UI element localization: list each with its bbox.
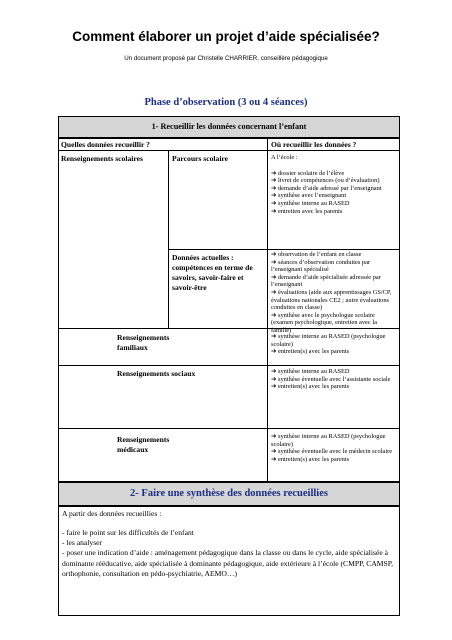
list-item: ➔ demande d’aide spécialisée adressée par l’enseignant	[271, 273, 381, 289]
section2-header: 2- Faire une synthèse des données recueillies	[58, 482, 400, 506]
list-item: ➔ synthèse éventuelle avec l’assistante sociale	[271, 375, 391, 383]
note-intro: A l’école :	[271, 154, 298, 161]
list-item: ➔ séances d’observation conduites par l’enseignant spécialisé	[271, 258, 371, 274]
section2-list	[62, 528, 398, 579]
arrow-icon: ➔	[271, 375, 277, 383]
list-item: ➔ dossier scolaire de l’élève	[271, 169, 345, 177]
arrow-icon: ➔	[271, 333, 277, 340]
row-sub-parcours: Parcours scolaire	[172, 154, 229, 163]
list-donnees-actuelles	[271, 251, 395, 335]
list-item: ➔ évaluations (aide aux apprentissages GS/CP, évaluations nationales CE2 ; autre évaluations conduites en classe)	[271, 288, 392, 312]
list-item: ➔ demande d’aide adressé par l’enseignant	[271, 184, 382, 192]
list-item: ➔ synthèse interne au RASED	[271, 368, 350, 375]
col-right-header: Où recueillir les données ?	[271, 140, 357, 149]
document-title: Comment élaborer un projet d’aide spécialisée?	[72, 29, 380, 44]
list-item: ➔ synthèse interne au RASED (psychologue scolaire)	[271, 433, 386, 448]
arrow-icon: ➔	[271, 192, 277, 200]
arrow-icon: ➔	[271, 273, 277, 281]
row-label-scolaires: Renseignements scolaires	[61, 154, 143, 163]
list-item: ➔ entretien(s) avec les parents	[271, 383, 350, 391]
arrow-icon: ➔	[271, 288, 277, 296]
list-familiaux	[271, 333, 395, 356]
list-item: ➔ synthèse avec le psychologue scolaire (examen psychologique, entretien avec la famille)	[271, 311, 377, 334]
list-item: - poser une indication d’aide : aménagement pédagogique dans la classe ou dans le cycle, aide spécialisée à dominante rééducative, aide spécialisée à dominante pédagogique, aide extérieure à l’école (CMPP, CAMSP, orthophonie, consultation en pédo-psychiatrie, AEMO…)	[62, 548, 394, 578]
row-label-familiaux: Renseignements familiaux	[117, 333, 170, 352]
col-left-header: Quelles données recueillir ?	[61, 140, 150, 149]
list-medicaux	[271, 433, 395, 463]
list-item: - les analyser	[62, 538, 103, 548]
arrow-icon: ➔	[271, 311, 277, 319]
list-item: ➔ synthèse interne au RASED	[271, 199, 350, 207]
document-subtitle: Un document proposé par Christelle CHARRIER, conseillère pédagogique	[124, 55, 328, 62]
list-item: ➔ synthèse interne au RASED (psychologue scolaire)	[271, 333, 386, 348]
arrow-icon: ➔	[271, 169, 277, 177]
arrow-icon: ➔	[271, 368, 277, 375]
list-item: ➔ synthèse éventuelle avec le médecin scolaire	[271, 448, 393, 456]
list-item: ➔ synthèse avec l’enseignant	[271, 192, 347, 200]
row-label-medicaux: Renseignements médicaux	[117, 435, 170, 454]
arrow-icon: ➔	[271, 448, 277, 456]
list-item: ➔ entretien avec les parents	[271, 207, 343, 215]
list-sociaux	[271, 368, 395, 391]
section1-header: 1- Recueillir les données concernant l’enfant	[58, 116, 400, 138]
arrow-icon: ➔	[271, 348, 277, 356]
arrow-icon: ➔	[271, 433, 277, 440]
list-parcours	[271, 154, 395, 215]
list-item: ➔ entretien(s) avec les parents	[271, 348, 350, 356]
arrow-icon: ➔	[271, 199, 277, 207]
list-item: ➔ observation de l’enfant en classe	[271, 251, 362, 258]
arrow-icon: ➔	[271, 258, 277, 266]
list-item: - faire le point sur les difficultés de l’enfant	[62, 528, 194, 537]
arrow-icon: ➔	[271, 251, 277, 258]
section2-intro: A partir des données recueillies :	[62, 509, 162, 518]
list-item: ➔ livret de compétences (ou d’évaluation)	[271, 177, 380, 185]
phase-title: Phase d’observation (3 ou 4 séances)	[144, 97, 308, 108]
arrow-icon: ➔	[271, 207, 277, 215]
arrow-icon: ➔	[271, 177, 277, 185]
list-item: ➔ entretien(s) avec les parents	[271, 455, 350, 463]
arrow-icon: ➔	[271, 184, 277, 192]
arrow-icon: ➔	[271, 383, 277, 391]
row-label-sociaux: Renseignements sociaux	[117, 369, 196, 378]
row-sub-donnees-actuelles: Données actuelles : compétences en terme de savoirs, savoir-faire et savoir-être	[172, 253, 253, 292]
arrow-icon: ➔	[271, 455, 277, 463]
